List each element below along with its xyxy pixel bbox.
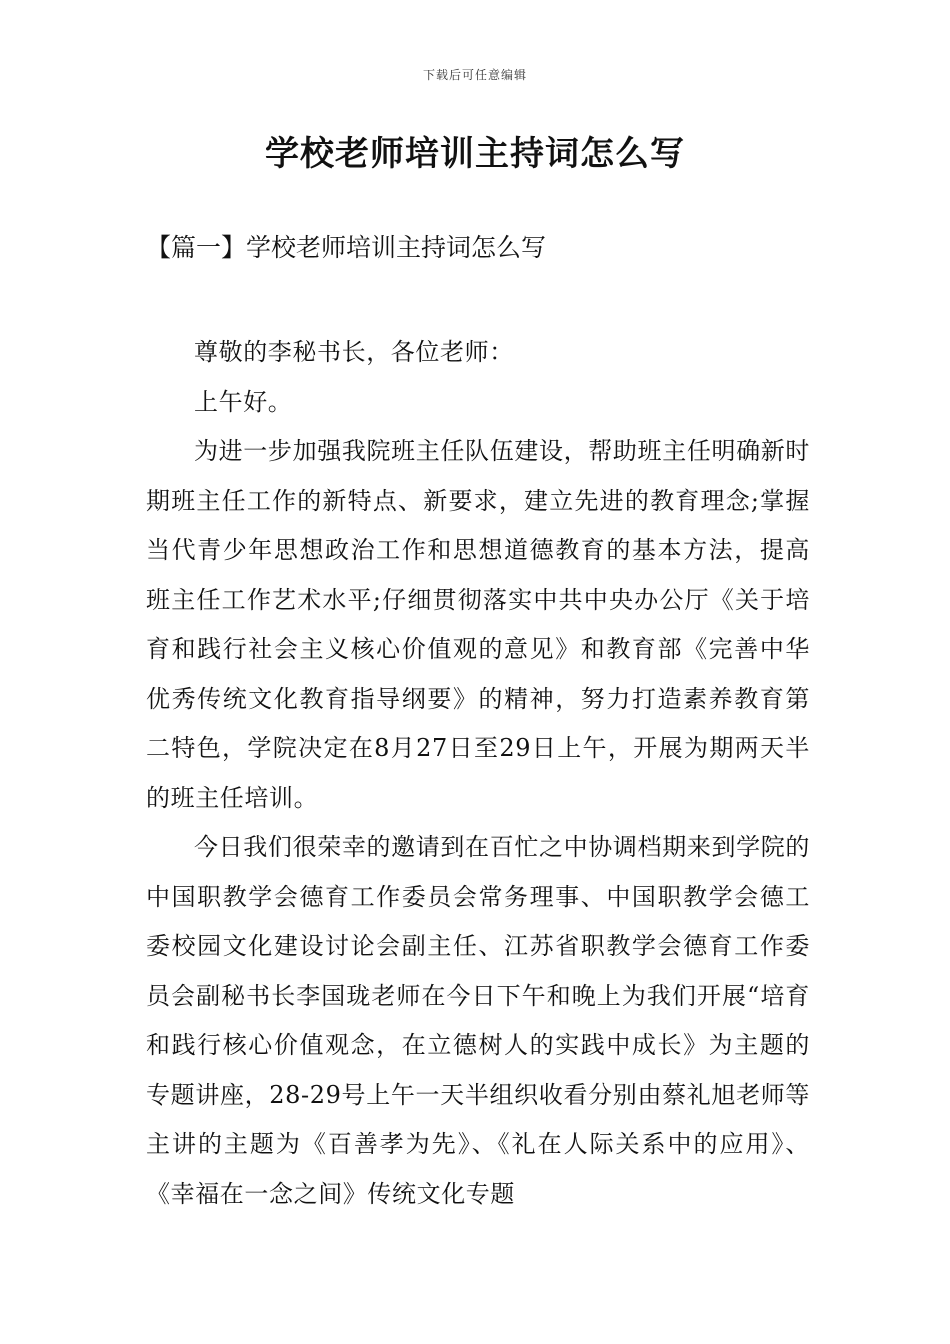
paragraph-salutation: 尊敬的李秘书长，各位老师： — [194, 338, 514, 366]
section-heading: 【篇一】学校老师培训主持词怎么写 — [146, 233, 547, 262]
paragraph-greeting: 上午好。 — [194, 387, 293, 416]
body-text — [146, 328, 810, 1219]
header-note: 下载后可任意编辑 — [422, 68, 527, 82]
paragraph-speaker: 今日我们很荣幸的邀请到在百忙之中协调档期来到学院的中国职教学会德育工作委员会常务理事、中国职教学会德工委校园文化建设讨论会副主任、江苏省职教学会德育工作委员会副秘书长李国珑老师在今日下午和晚上为我们开展“培育和践行核心价值观念，在立德树人的实践中成长》为主题的专题讲座，28-29号上午一天半组织收看分别由蔡礼旭老师等主讲的主题为《百善孝为先》、《礼在人际关系中的应用》、《幸福在一念之间》传统文化专题 — [146, 833, 810, 1208]
paragraph-purpose: 为进一步加强我院班主任队伍建设，帮助班主任明确新时期班主任工作的新特点、新要求，建立先进的教育理念;掌握当代青少年思想政治工作和思想道德教育的基本方法，提高班主任工作艺术水平;仔细贯彻落实中共中央办公厅《关于培育和践行社会主义核心价值观的意见》和教育部《完善中华优秀传统文化教育指导纲要》的精神，努力打造素养教育第二特色，学院决定在8月27日至29日上午，开展为期两天半的班主任培训。 — [146, 437, 810, 812]
document-title: 学校老师培训主持词怎么写 — [265, 134, 685, 174]
